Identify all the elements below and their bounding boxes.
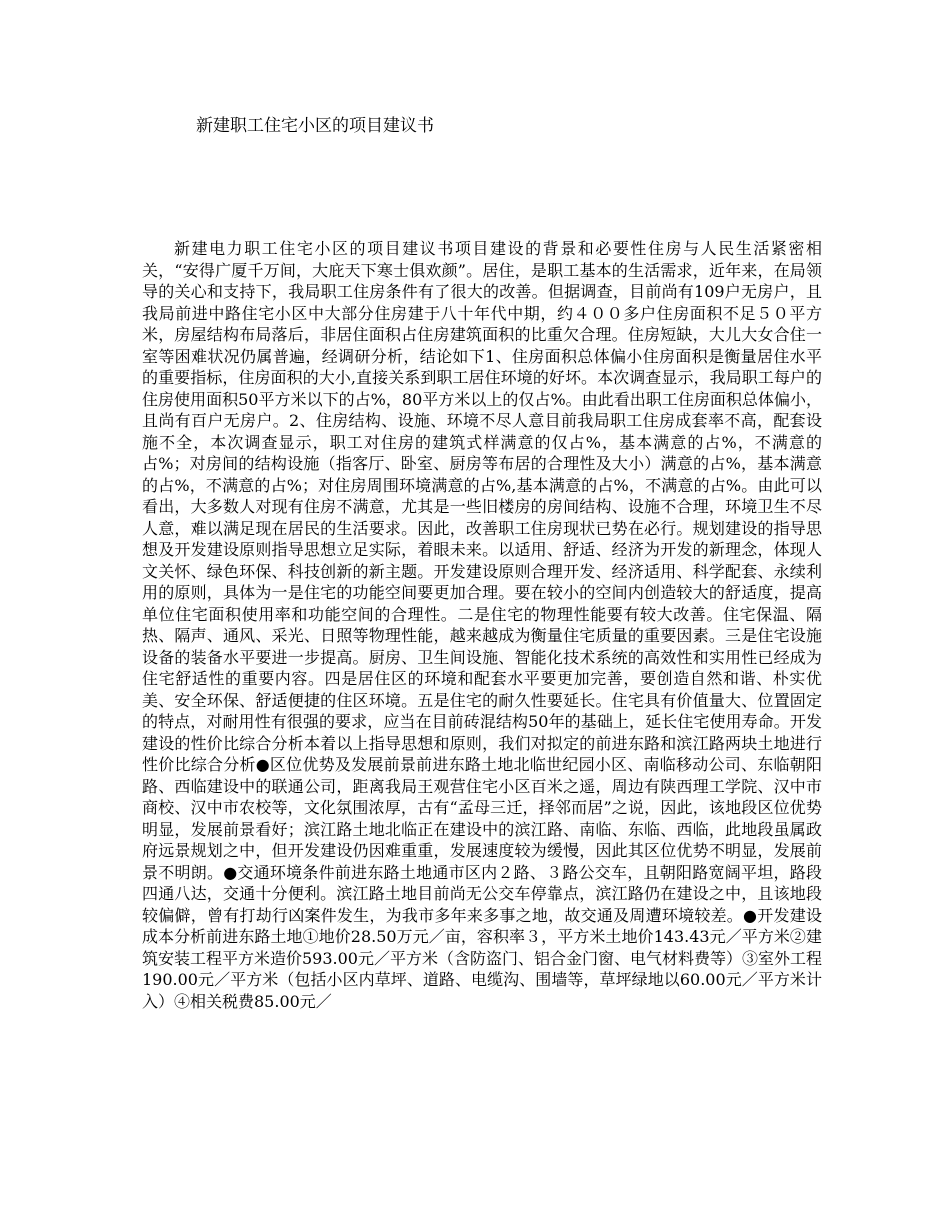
- document-title: 新建职工住宅小区的项目建议书: [196, 116, 434, 136]
- document-body-paragraph: 新建电力职工住宅小区的项目建议书项目建设的背景和必要性住房与人民生活紧密相关，“安得广厦千万间，大庇天下寒士俱欢颜”。居住，是职工基本的生活需求，近年来，在局领导的关心和支持下，我局职工住房条件有了很大的改善。但据调查，目前尚有109户无房户，且我局前进中路住宅小区中大部分住房建于八十年代中期，约４００多户住房面积不足５０平方米，房屋结构布局落后，非居住面积占住房建筑面积的比重欠合理。住房短缺，大儿大女合住一室等困难状况仍属普遍，经调研分析，结论如下1、住房面积总体偏小住房面积是衡量居住水平的重要指标，住房面积的大小,直接关系到职工居住环境的好坏。本次调查显示，我局职工每户的住房使用面积50平方米以下的占%，80平方米以上的仅占%。由此看出职工住房面积总体偏小，且尚有百户无房户。2、住房结构、设施、环境不尽人意目前我局职工住房成套率不高，配套设施不全，本次调查显示，职工对住房的建筑式样满意的仅占%，基本满意的占%，不满意的占%；对房间的结构设施（指客厅、卧室、厨房等布居的合理性及大小）满意的占%，基本满意的占%，不满意的占%；对住房周围环境满意的占%,基本满意的占%，不满意的占%。由此可以看出，大多数人对现有住房不满意，尤其是一些旧楼房的房间结构、设施不合理，环境卫生不尽人意，难以满足现在居民的生活要求。因此，改善职工住房现状已势在必行。规划建设的指导思想及开发建设原则指导思想立足实际，着眼未来。以适用、舒适、经济为开发的新理念，体现人文关怀、绿色环保、科技创新的新主题。开发建设原则合理开发、经济适用、科学配套、永续利用的原则，具体为一是住宅的功能空间要更加合理。要在较小的空间内创造较大的舒适度，提高单位住宅面积使用率和功能空间的合理性。二是住宅的物理性能要有较大改善。住宅保温、隔热、隔声、通风、采光、日照等物理性能，越来越成为衡量住宅质量的重要因素。三是住宅设施设备的装备水平要进一步提高。厨房、卫生间设施、智能化技术系统的高效性和实用性已经成为住宅舒适性的重要内容。四是居住区的环境和配套水平要更加完善，要创造自然和谐、朴实优美、安全环保、舒适便捷的住区环境。五是住宅的耐久性要延长。住宅具有价值量大、位置固定的特点，对耐用性有很强的要求，应当在目前砖混结构50年的基础上，延长住宅使用寿命。开发建设的性价比综合分析本着以上指导思想和原则，我们对拟定的前进东路和滨江路两块土地进行性价比综合分析●区位优势及发展前景前进东路土地北临世纪园小区、南临移动公司、东临朝阳路、西临建设中的联通公司，距离我局王观营住宅小区百米之遥，周边有陕西理工学院、汉中市商校、汉中市农校等，文化氛围浓厚，古有“孟母三迁，择邻而居”之说，因此，该地段区位优势明显，发展前景看好；滨江路土地北临正在建设中的滨江路、南临、东临、西临，此地段虽属政府远景规划之中，但开发建设仍因难重重，发展速度较为缓慢，因此其区位优势不明显，发展前景不明朗。●交通环境条件前进东路土地通市区内２路、３路公交车，且朝阳路宽阔平坦，路段四通八达，交通十分便利。滨江路土地目前尚无公交车停靠点，滨江路仍在建设之中，且该地段较偏僻，曾有打劫行凶案件发生，为我市多年来多事之地，故交通及周遭环境较差。●开发建设成本分析前进东路土地①地价28.50万元／亩，容积率３，平方米土地价143.43元／平方米②建筑安装工程平方米造价593.00元／平方米（含防盗门、铝合金门窗、电气材料费等）③室外工程190.00元／平方米（包括小区内草坪、道路、电缆沟、围墙等，草坪绿地以60.00元／平方米计入）④相关税费85.00元／: [142, 239, 822, 1011]
